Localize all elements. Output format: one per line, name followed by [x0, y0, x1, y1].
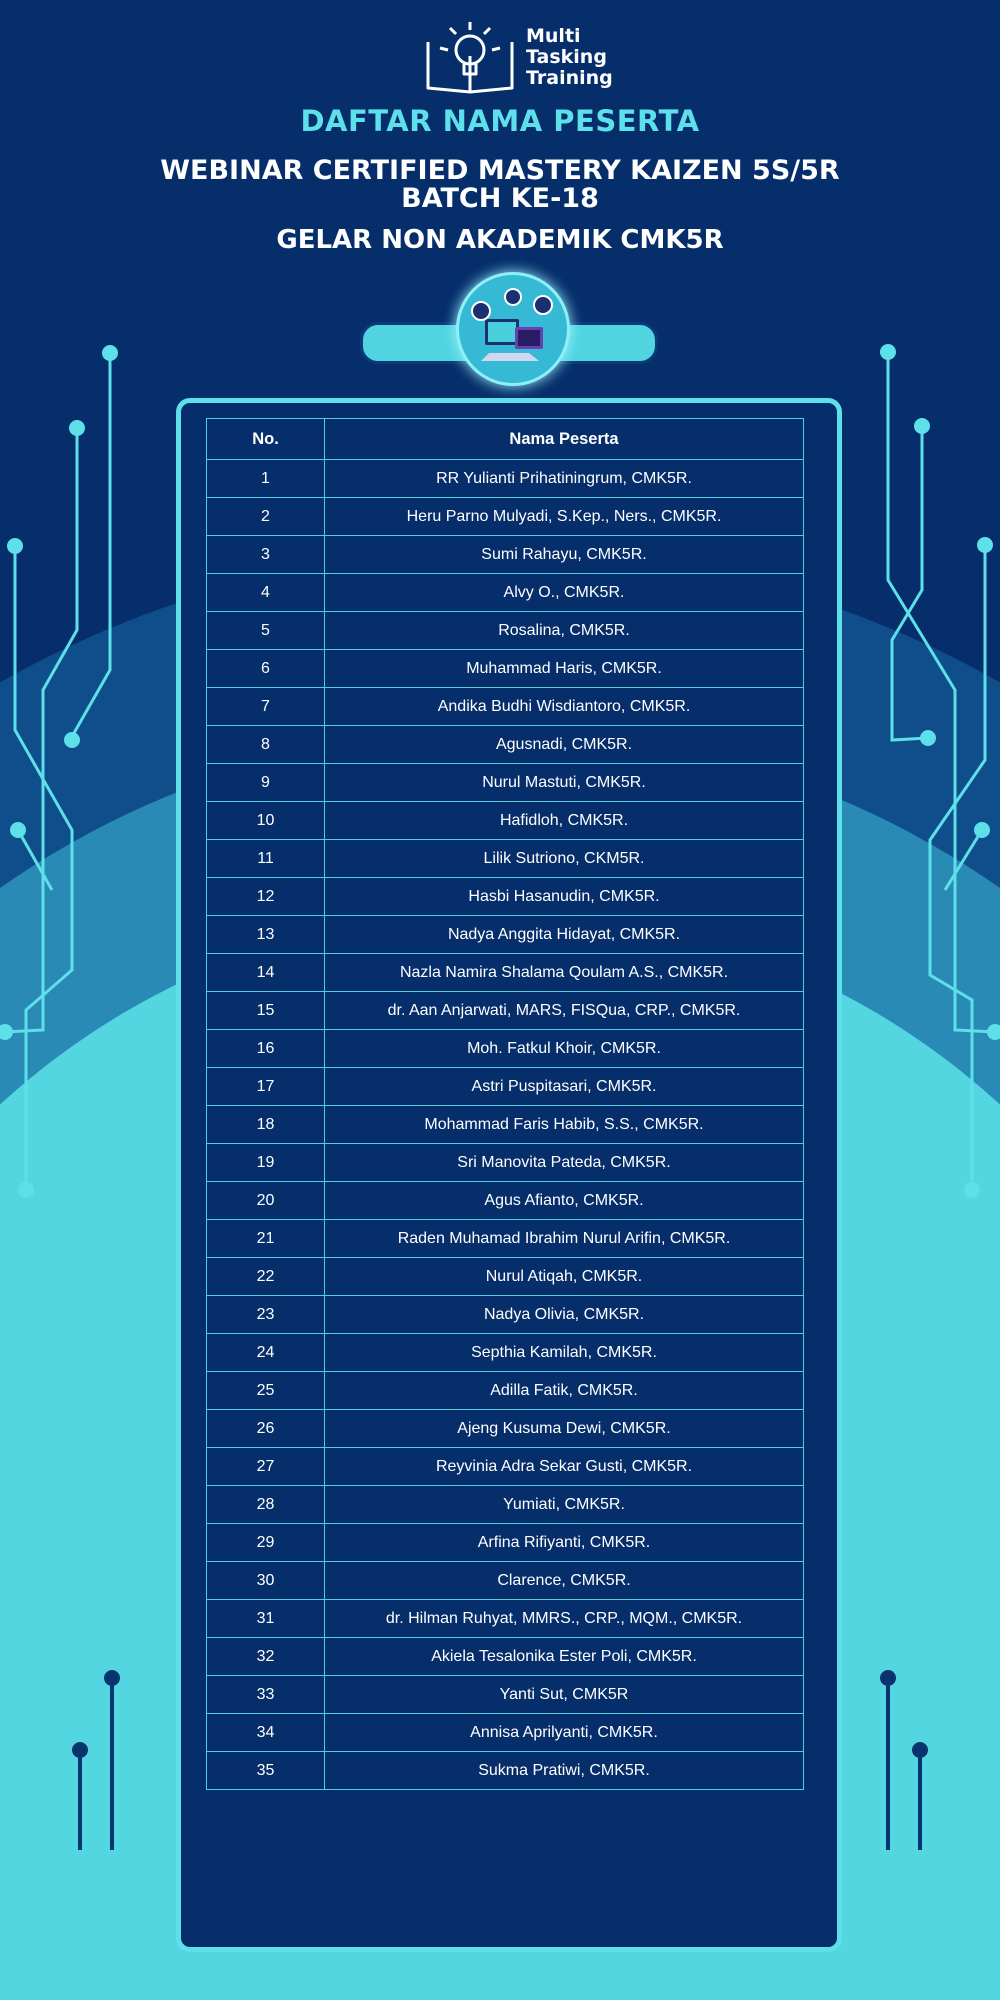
row-number: 23 [207, 1296, 325, 1334]
row-number: 1 [207, 460, 325, 498]
row-number: 30 [207, 1562, 325, 1600]
row-number: 15 [207, 992, 325, 1030]
participant-name: Nadya Anggita Hidayat, CMK5R. [325, 916, 804, 954]
row-number: 25 [207, 1372, 325, 1410]
participant-name: Sukma Pratiwi, CMK5R. [325, 1752, 804, 1790]
participant-name: Arfina Rifiyanti, CMK5R. [325, 1524, 804, 1562]
participant-name: Adilla Fatik, CMK5R. [325, 1372, 804, 1410]
participant-name: Yanti Sut, CMK5R [325, 1676, 804, 1714]
brand-name [526, 26, 613, 89]
row-number: 7 [207, 688, 325, 726]
participant-name: Hafidloh, CMK5R. [325, 802, 804, 840]
row-number: 2 [207, 498, 325, 536]
table-header-row [207, 419, 804, 460]
row-number: 13 [207, 916, 325, 954]
row-number: 34 [207, 1714, 325, 1752]
participant-name: Nazla Namira Shalama Qoulam A.S., CMK5R. [325, 954, 804, 992]
participant-name: Heru Parno Mulyadi, S.Kep., Ners., CMK5R. [325, 498, 804, 536]
participant-name: Agus Afianto, CMK5R. [325, 1182, 804, 1220]
row-number: 4 [207, 574, 325, 612]
table-row [207, 992, 804, 1030]
row-number: 3 [207, 536, 325, 574]
participant-name: RR Yulianti Prihatiningrum, CMK5R. [325, 460, 804, 498]
participant-name: Akiela Tesalonika Ester Poli, CMK5R. [325, 1638, 804, 1676]
table-row [207, 574, 804, 612]
row-number: 14 [207, 954, 325, 992]
row-number: 6 [207, 650, 325, 688]
header-no: No. [207, 419, 325, 460]
participant-name: Annisa Aprilyanti, CMK5R. [325, 1714, 804, 1752]
participant-name: Clarence, CMK5R. [325, 1562, 804, 1600]
table-row [207, 1448, 804, 1486]
event-title-line1: WEBINAR CERTIFIED MASTERY KAIZEN 5S/5R [160, 155, 840, 186]
table-row [207, 878, 804, 916]
participant-name: Nurul Atiqah, CMK5R. [325, 1258, 804, 1296]
table-row [207, 1524, 804, 1562]
table-row [207, 1372, 804, 1410]
table-row [207, 1638, 804, 1676]
row-number: 17 [207, 1068, 325, 1106]
row-number: 5 [207, 612, 325, 650]
table-row [207, 1144, 804, 1182]
table-row [207, 1676, 804, 1714]
row-number: 27 [207, 1448, 325, 1486]
table-row [207, 1106, 804, 1144]
participant-table [206, 418, 804, 1790]
row-number: 22 [207, 1258, 325, 1296]
participant-name: Reyvinia Adra Sekar Gusti, CMK5R. [325, 1448, 804, 1486]
participant-name: dr. Aan Anjarwati, MARS, FISQua, CRP., CMK5R. [325, 992, 804, 1030]
degree-title: GELAR NON AKADEMIK CMK5R [276, 225, 724, 255]
table-row [207, 1258, 804, 1296]
row-number: 32 [207, 1638, 325, 1676]
participant-name: Hasbi Hasanudin, CMK5R. [325, 878, 804, 916]
table-row [207, 1600, 804, 1638]
row-number: 29 [207, 1524, 325, 1562]
table-row [207, 1182, 804, 1220]
table-body [207, 460, 804, 1790]
event-title [0, 157, 1000, 213]
table-row [207, 764, 804, 802]
computer-network-badge-icon [456, 272, 570, 386]
table-row [207, 1220, 804, 1258]
table-row [207, 954, 804, 992]
participant-name: Moh. Fatkul Khoir, CMK5R. [325, 1030, 804, 1068]
participant-name: dr. Hilman Ruhyat, MMRS., CRP., MQM., CMK5R. [325, 1600, 804, 1638]
brand-line1: Multi [526, 25, 581, 47]
page-title: DAFTAR NAMA PESERTA [300, 104, 700, 138]
participant-name: Sumi Rahayu, CMK5R. [325, 536, 804, 574]
table-row [207, 802, 804, 840]
participant-name: Sri Manovita Pateda, CMK5R. [325, 1144, 804, 1182]
participant-name: Septhia Kamilah, CMK5R. [325, 1334, 804, 1372]
row-number: 28 [207, 1486, 325, 1524]
participant-name: Alvy O., CMK5R. [325, 574, 804, 612]
participant-name: Astri Puspitasari, CMK5R. [325, 1068, 804, 1106]
participant-name: Muhammad Haris, CMK5R. [325, 650, 804, 688]
participant-name: Andika Budhi Wisdiantoro, CMK5R. [325, 688, 804, 726]
row-number: 11 [207, 840, 325, 878]
event-title-line2: BATCH KE-18 [401, 183, 599, 214]
row-number: 10 [207, 802, 325, 840]
row-number: 20 [207, 1182, 325, 1220]
row-number: 12 [207, 878, 325, 916]
row-number: 9 [207, 764, 325, 802]
participant-name: Lilik Sutriono, CKM5R. [325, 840, 804, 878]
table-row [207, 1068, 804, 1106]
participant-name: Raden Muhamad Ibrahim Nurul Arifin, CMK5R. [325, 1220, 804, 1258]
table-row [207, 498, 804, 536]
table-row [207, 916, 804, 954]
participant-name: Agusnadi, CMK5R. [325, 726, 804, 764]
participant-name: Yumiati, CMK5R. [325, 1486, 804, 1524]
table-row [207, 1486, 804, 1524]
table-row [207, 650, 804, 688]
row-number: 26 [207, 1410, 325, 1448]
row-number: 33 [207, 1676, 325, 1714]
participant-name: Mohammad Faris Habib, S.S., CMK5R. [325, 1106, 804, 1144]
row-number: 16 [207, 1030, 325, 1068]
table-row [207, 1030, 804, 1068]
participant-name: Nadya Olivia, CMK5R. [325, 1296, 804, 1334]
table-row [207, 840, 804, 878]
row-number: 8 [207, 726, 325, 764]
brand-line2: Tasking [526, 46, 607, 68]
row-number: 31 [207, 1600, 325, 1638]
row-number: 18 [207, 1106, 325, 1144]
row-number: 19 [207, 1144, 325, 1182]
table-row [207, 1714, 804, 1752]
table-row [207, 688, 804, 726]
table-row [207, 1296, 804, 1334]
table-row [207, 1334, 804, 1372]
row-number: 35 [207, 1752, 325, 1790]
table-row [207, 1562, 804, 1600]
participant-name: Rosalina, CMK5R. [325, 612, 804, 650]
table-row [207, 726, 804, 764]
table-row [207, 612, 804, 650]
brand-line3: Training [526, 67, 613, 89]
table-row [207, 460, 804, 498]
participant-name: Nurul Mastuti, CMK5R. [325, 764, 804, 802]
row-number: 24 [207, 1334, 325, 1372]
table-row [207, 536, 804, 574]
row-number: 21 [207, 1220, 325, 1258]
table-row [207, 1410, 804, 1448]
table-row [207, 1752, 804, 1790]
header-name: Nama Peserta [325, 419, 804, 460]
participant-name: Ajeng Kusuma Dewi, CMK5R. [325, 1410, 804, 1448]
